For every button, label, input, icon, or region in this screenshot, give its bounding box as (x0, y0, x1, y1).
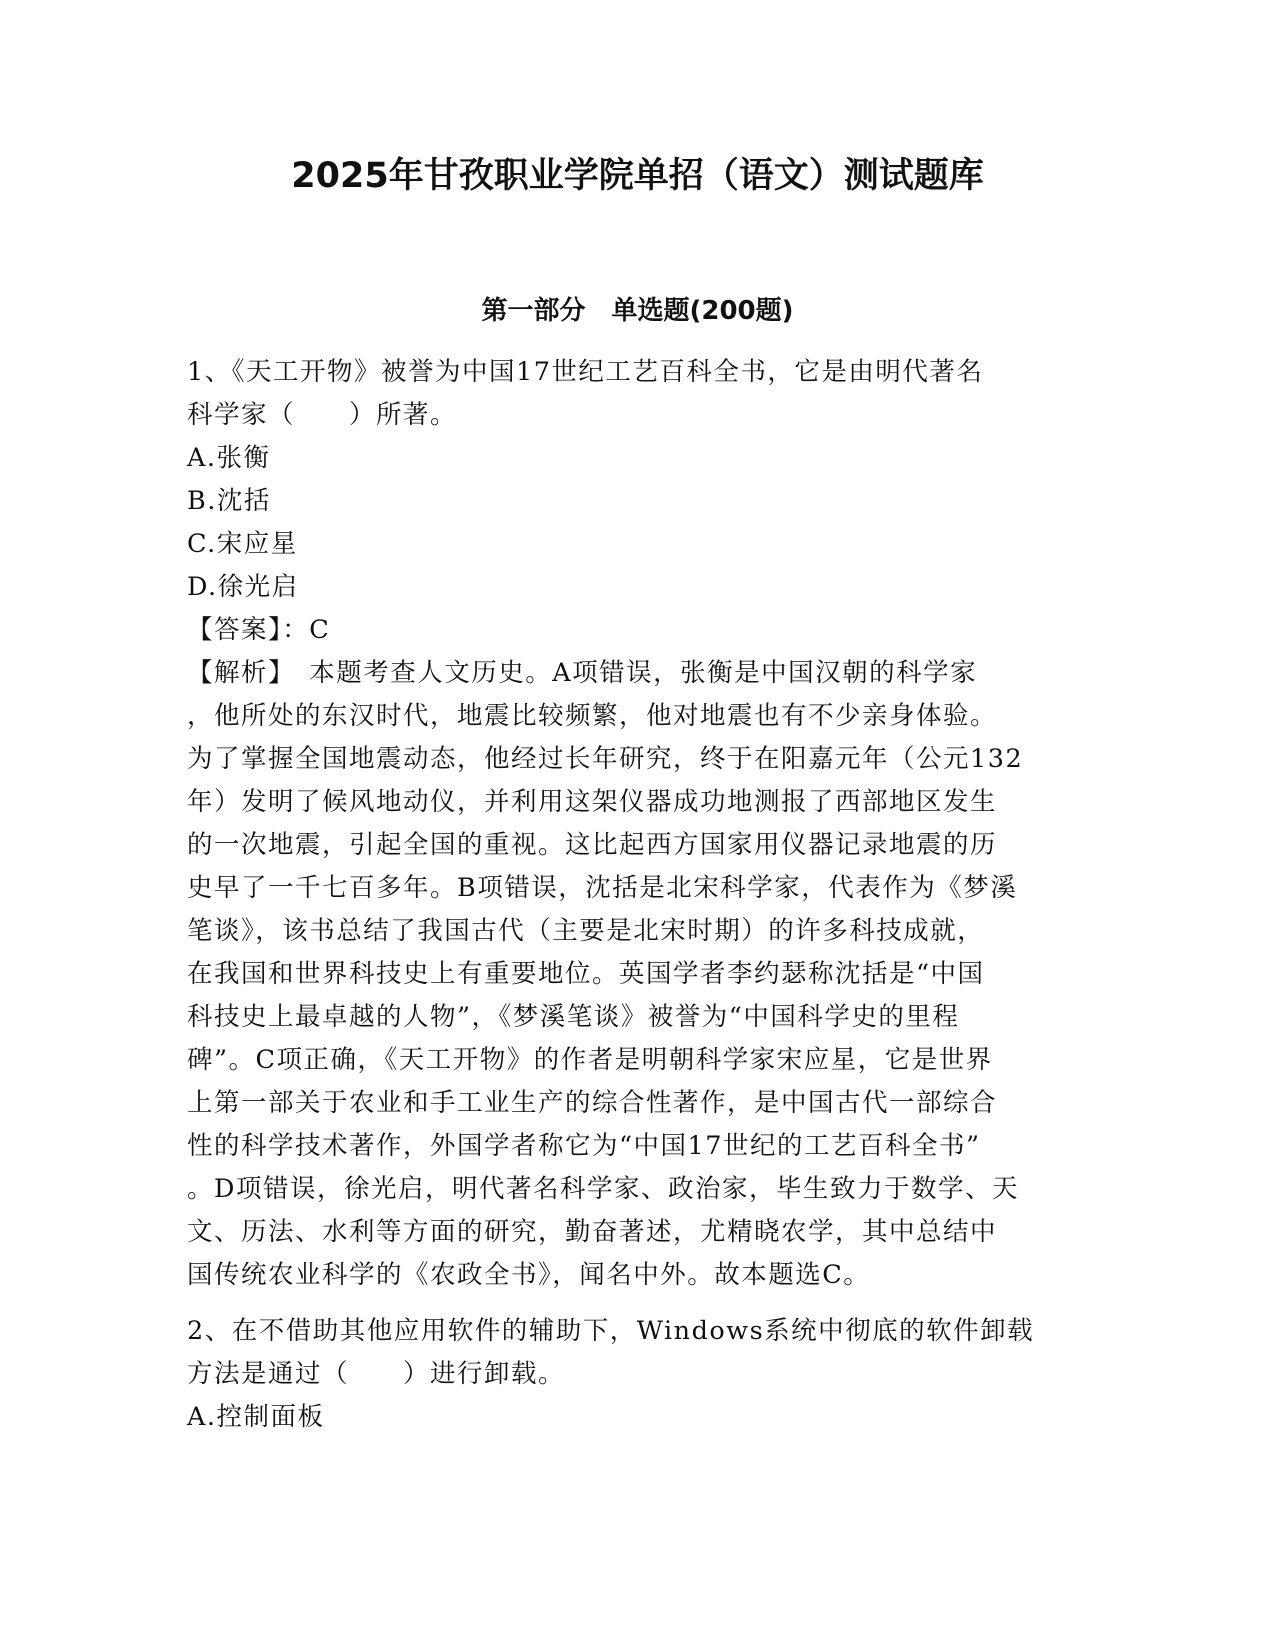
question-gap (187, 1297, 1082, 1310)
document-title: 2025年甘孜职业学院单招（语文）测试题库 (291, 156, 984, 196)
analysis-line: 在我国和世界科技史上有重要地位。英国学者李约瑟称沈括是“中国 (187, 959, 985, 989)
option-a: A.控制面板 (187, 1402, 325, 1432)
analysis-line: 【解析】 本题考查人文历史。A项错误，张衡是中国汉朝的科学家 (187, 658, 978, 688)
question-stem-line: 科学家（ ）所著。 (187, 400, 458, 430)
question-2 (187, 1310, 1082, 1439)
analysis-line: 史早了一千七百多年。B项错误，沈括是北宋科学家，代表作为《梦溪 (187, 873, 1018, 903)
analysis-line: 笔谈》，该书总结了我国古代（主要是北宋时期）的许多科技成就， (187, 916, 985, 946)
question-list (187, 351, 1082, 1439)
analysis-line: 为了掌握全国地震动态，他经过长年研究，终于在阳嘉元年（公元132 (187, 744, 1024, 774)
section-heading: 第一部分 单选题(200题) (481, 296, 794, 326)
question-stem-line: 2、在不借助其他应用软件的辅助下，Windows系统中彻底的软件卸载 (187, 1316, 1035, 1346)
analysis-line: 的一次地震，引起全国的重视。这比起西方国家用仪器记录地震的历 (187, 830, 998, 860)
answer: 【答案】：C (187, 615, 331, 645)
question-stem-line: 方法是通过（ ）进行卸载。 (187, 1359, 566, 1389)
analysis-line: 性的科学技术著作，外国学者称它为“中国17世纪的工艺百科全书” (187, 1131, 981, 1161)
analysis-line: 。D项错误，徐光启，明代著名科学家、政治家，毕生致力于数学、天 (187, 1174, 1019, 1204)
analysis-line: 国传统农业科学的《农政全书》，闻名中外。故本题选C。 (187, 1260, 871, 1290)
option-c: C.宋应星 (187, 529, 298, 559)
option-a: A.张衡 (187, 443, 271, 473)
analysis-line: 科技史上最卓越的人物”，《梦溪笔谈》被誉为“中国科学史的里程 (187, 1002, 960, 1032)
analysis-line: 年）发明了候风地动仪，并利用这架仪器成功地测报了西部地区发生 (187, 787, 998, 817)
analysis-line: 碑”。C项正确，《天工开物》的作者是明朝科学家宋应星，它是世界 (187, 1045, 993, 1075)
analysis-line: 上第一部关于农业和手工业生产的综合性著作，是中国古代一部综合 (187, 1088, 998, 1118)
option-b: B.沈括 (187, 486, 271, 516)
question-stem-line: 1、《天工开物》被誉为中国17世纪工艺百科全书，它是由明代著名 (187, 357, 984, 387)
analysis-line: 文、历法、水利等方面的研究，勤奋著述，尤精晓农学，其中总结中 (187, 1217, 998, 1247)
question-1 (187, 351, 1082, 1297)
option-d: D.徐光启 (187, 572, 299, 602)
analysis-line: ，他所处的东汉时代，地震比较频繁，他对地震也有不少亲身体验。 (187, 701, 998, 731)
